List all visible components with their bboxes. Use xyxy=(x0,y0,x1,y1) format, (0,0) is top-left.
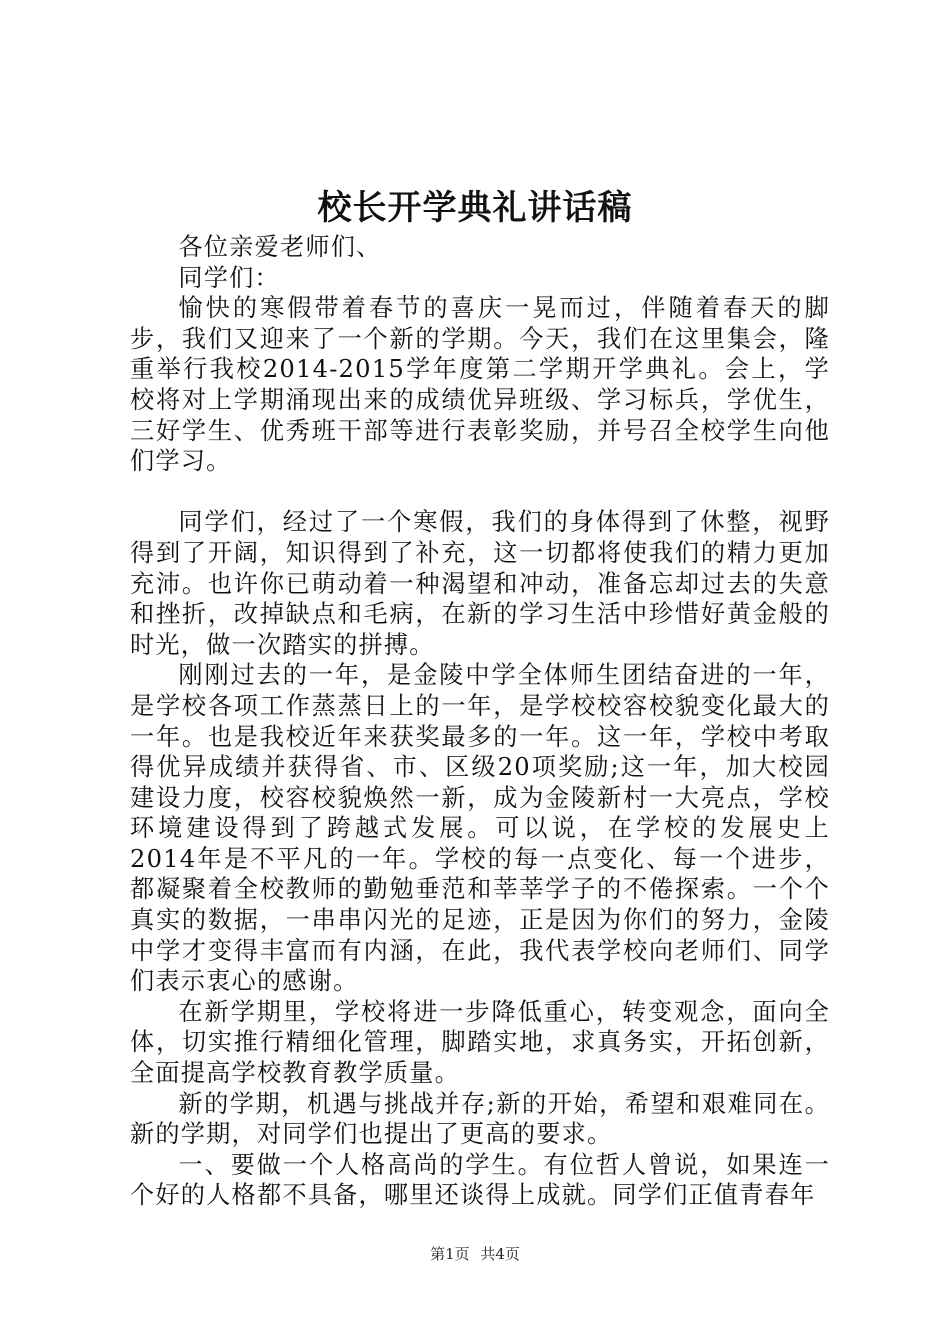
body-paragraph: 新的学期，机遇与挑战并存;新的开始，希望和艰难同在。新的学期，对同学们也提出了更高的要求。 xyxy=(130,1089,830,1149)
body-paragraph: 刚刚过去的一年，是金陵中学全体师生团结奋进的一年，是学校各项工作蒸蒸日上的一年，是学校校容校貌变化最大的一年。也是我校近年来获奖最多的一年。这一年，学校中考取得优异成绩并获得省、市、区级20项奖励;这一年，加大校园建设力度，校容校貌焕然一新，成为金陵新村一大亮点，学校环境建设得到了跨越式发展。可以说，在学校的发展史上2014年是不平凡的一年。学校的每一点变化、每一个进步，都凝聚着全校教师的勤勉垂范和莘莘学子的不倦探索。一个个真实的数据，一串串闪光的足迹，正是因为你们的努力，金陵中学才变得丰富而有内涵，在此，我代表学校向老师们、同学们表示衷心的感谢。 xyxy=(130,661,830,996)
page-footer xyxy=(0,1244,950,1264)
body-paragraph: 一、要做一个人格高尚的学生。有位哲人曾说，如果连一个好的人格都不具备，哪里还谈得上成就。同学们正值青春年 xyxy=(130,1150,830,1210)
document-title: 校长开学典礼讲话稿 xyxy=(317,188,633,228)
page-number: 第1页 xyxy=(430,1245,470,1263)
body-paragraph: 同学们，经过了一个寒假，我们的身体得到了休整，视野得到了开阔，知识得到了补充，这一切都将使我们的精力更加充沛。也许你已萌动着一种渴望和冲动，准备忘却过去的失意和挫折，改掉缺点和毛病，在新的学习生活中珍惜好黄金般的时光，做一次踏实的拼搏。 xyxy=(130,508,830,659)
page-total: 共4页 xyxy=(480,1245,520,1263)
body-paragraph: 愉快的寒假带着春节的喜庆一晃而过，伴随着春天的脚步，我们又迎来了一个新的学期。今天，我们在这里集会，隆重举行我校2014-2015学年度第二学期开学典礼。会上，学校将对上学期涌现出来的成绩优异班级、学习标兵，学优生，三好学生、优秀班干部等进行表彰奖励，并号召全校学生向他们学习。 xyxy=(130,294,830,476)
salutation-line: 各位亲爱老师们、 xyxy=(178,233,382,261)
body-paragraph: 在新学期里，学校将进一步降低重心，转变观念，面向全体，切实推行精细化管理，脚踏实地，求真务实，开拓创新，全面提高学校教育教学质量。 xyxy=(130,997,830,1088)
salutation-line: 同学们： xyxy=(178,263,280,292)
document-body xyxy=(130,232,830,1211)
